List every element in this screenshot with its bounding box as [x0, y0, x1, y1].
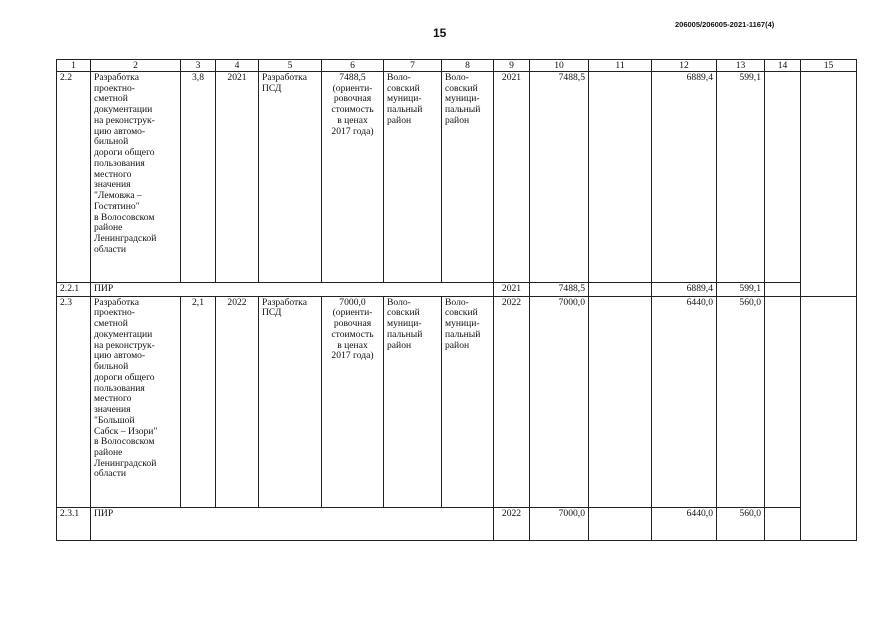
column-header: 14 — [765, 60, 801, 72]
item-description: Разработка проектно- сметной документации на реконструк- цию автомо- бильной дороги общего пользования местного значения "Лемовжа – Гостятино" в Волосовском районе Ленинградской области — [91, 72, 181, 283]
column-header: 9 — [494, 60, 530, 72]
local-cell: 560,0 — [717, 296, 765, 507]
municipality-cell: Воло- совский муници- пальный район — [384, 72, 442, 283]
work-type-cell: Разработка ПСД — [259, 72, 322, 283]
federal-cell — [589, 283, 652, 297]
federal-cell — [589, 72, 652, 283]
funding-year-cell: 2021 — [494, 283, 530, 297]
total-cell: 7488,5 — [530, 72, 589, 283]
table-row — [57, 296, 857, 507]
column-numbers-row — [57, 60, 857, 72]
year-cell: 2022 — [216, 296, 259, 507]
cost-cell: 7000,0 (ориенти- ровочная стоимость в ценах 2017 года) — [322, 296, 384, 507]
regional-cell: 6440,0 — [652, 296, 717, 507]
funding-year-cell: 2021 — [494, 72, 530, 283]
other-cell — [765, 72, 801, 283]
length-cell: 3,8 — [181, 72, 216, 283]
local-cell: 560,0 — [717, 507, 765, 540]
table-subrow — [57, 283, 857, 297]
total-cell: 7000,0 — [530, 296, 589, 507]
table-row — [57, 72, 857, 283]
item-number: 2.3 — [57, 296, 91, 507]
total-cell: 7000,0 — [530, 507, 589, 540]
customer-cell: Воло- совский муници- пальный район — [442, 72, 494, 283]
column-header: 11 — [589, 60, 652, 72]
subitem-label: ПИР — [91, 283, 494, 297]
column-header: 15 — [801, 60, 857, 72]
column-header: 4 — [216, 60, 259, 72]
local-cell: 599,1 — [717, 72, 765, 283]
other-cell — [765, 507, 801, 540]
cost-cell: 7488,5 (ориенти- ровочная стоимость в ценах 2017 года) — [322, 72, 384, 283]
item-description: Разработка проектно- сметной документации на реконструк- цию автомо- бильной дороги общего пользования местного значения "Большой Сабск – Изори" в Волосовском районе Ленинградской области — [91, 296, 181, 507]
work-type-cell: Разработка ПСД — [259, 296, 322, 507]
document-code: 206005/206005-2021-1167(4) — [675, 20, 775, 29]
notes-cell — [801, 296, 857, 540]
funding-year-cell: 2022 — [494, 507, 530, 540]
year-cell: 2021 — [216, 72, 259, 283]
subitem-number: 2.2.1 — [57, 283, 91, 297]
column-header: 12 — [652, 60, 717, 72]
column-header: 6 — [322, 60, 384, 72]
column-header: 3 — [181, 60, 216, 72]
other-cell — [765, 283, 801, 297]
column-header: 8 — [442, 60, 494, 72]
regional-cell: 6889,4 — [652, 283, 717, 297]
column-header: 1 — [57, 60, 91, 72]
municipality-cell: Воло- совский муници- пальный район — [384, 296, 442, 507]
length-cell: 2,1 — [181, 296, 216, 507]
total-cell: 7488,5 — [530, 283, 589, 297]
program-table — [56, 59, 857, 541]
column-header: 2 — [91, 60, 181, 72]
column-header: 5 — [259, 60, 322, 72]
federal-cell — [589, 507, 652, 540]
other-cell — [765, 296, 801, 507]
regional-cell: 6889,4 — [652, 72, 717, 283]
column-header: 10 — [530, 60, 589, 72]
table-subrow — [57, 507, 857, 540]
subitem-label: ПИР — [91, 507, 494, 540]
subitem-number: 2.3.1 — [57, 507, 91, 540]
federal-cell — [589, 296, 652, 507]
regional-cell: 6440,0 — [652, 507, 717, 540]
page-number: 15 — [433, 26, 447, 40]
notes-cell — [801, 72, 857, 297]
funding-year-cell: 2022 — [494, 296, 530, 507]
column-header: 7 — [384, 60, 442, 72]
customer-cell: Воло- совский муници- пальный район — [442, 296, 494, 507]
local-cell: 599,1 — [717, 283, 765, 297]
column-header: 13 — [717, 60, 765, 72]
item-number: 2.2 — [57, 72, 91, 283]
